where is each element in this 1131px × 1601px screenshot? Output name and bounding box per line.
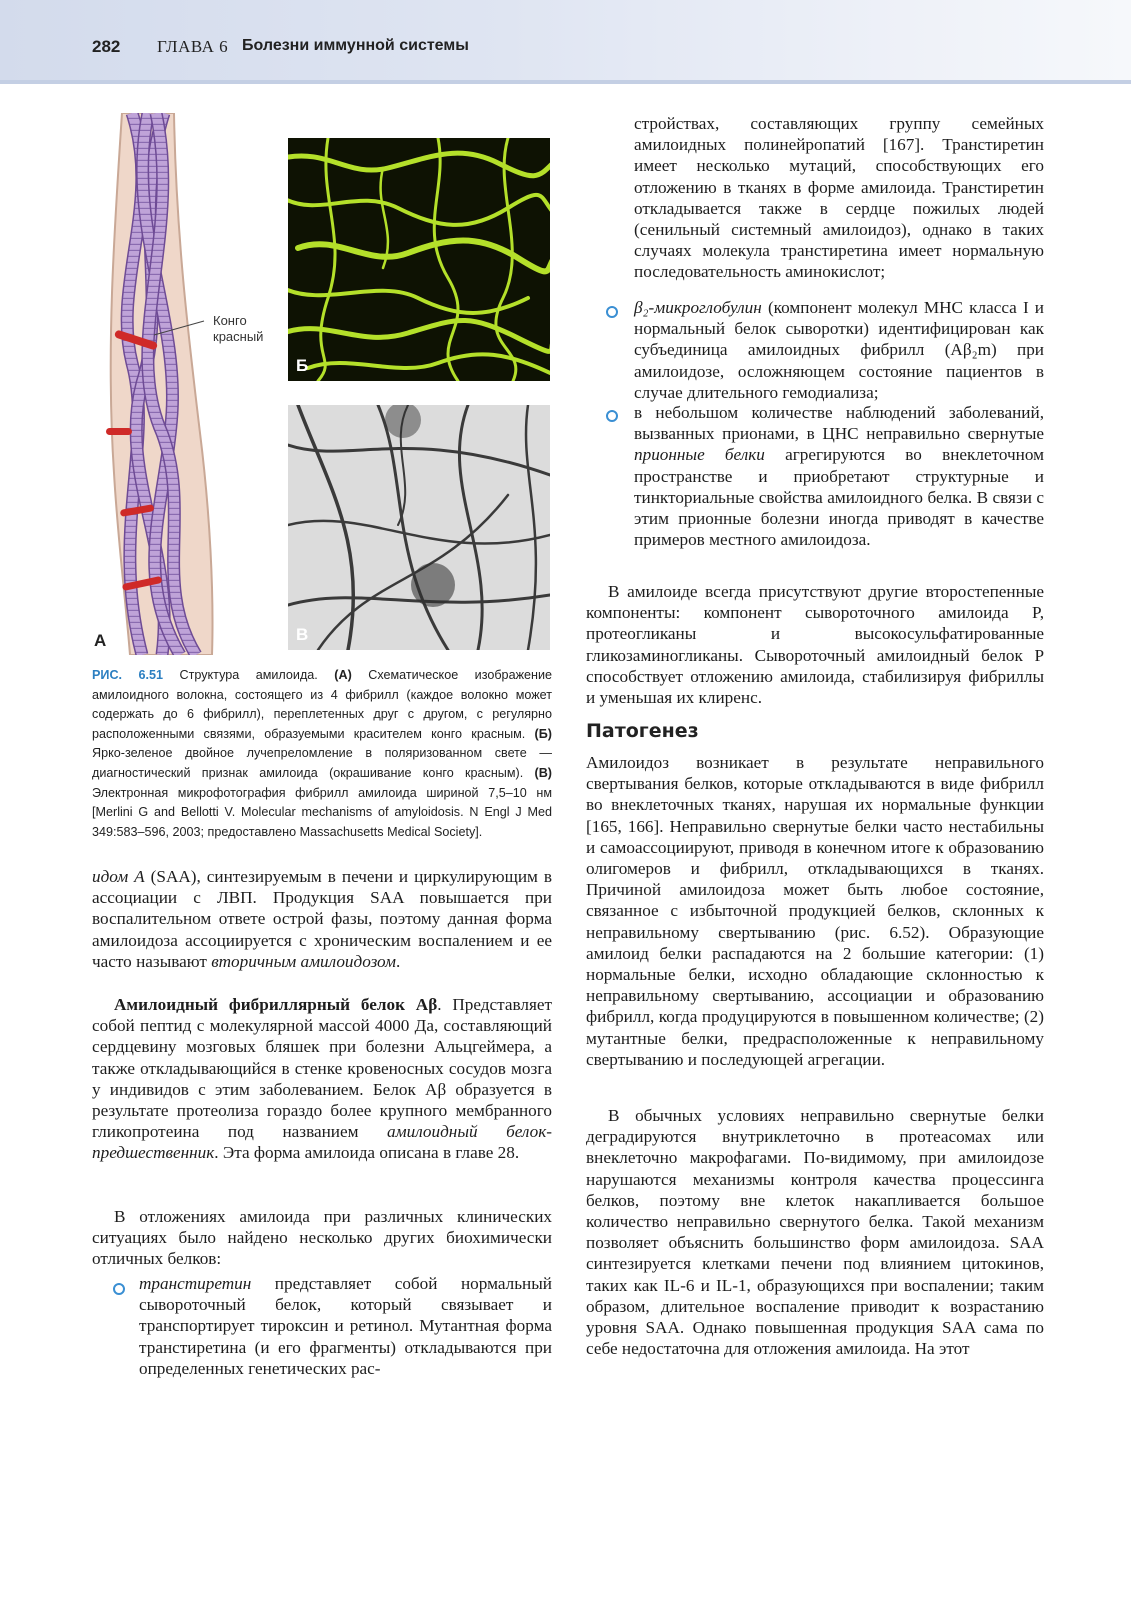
header-rule (0, 80, 1131, 84)
right-paragraph-degradation: В обычных условиях неправильно свернутые белки деградируются внутриклеточно в протеасомах или внеклеточно макрофагами. По-видимому, при амилоидозе нарушаются механизмы контроля качества процессинга белков, поэтому вне клеток накапливается большое количество неправильно свернутого белка. Такой механизм позволяет объяснить большинство форм амилоидоза. SAA синтезируется клетками печени под влиянием цитокинов, таких как IL-6 и IL-1, образующихся при воспалении; таким образом, длительное воспаление приводит к возрастанию уровня SAA. Однако повышенная продукция SAA сама по себе недостаточна для отложения амилоида. На этот (586, 1106, 1044, 1359)
bullet-marker (606, 306, 618, 318)
italic-term: транстиретин (139, 1274, 252, 1293)
caption-b-marker: (Б) (534, 726, 552, 741)
congo-red-label (213, 313, 263, 345)
chapter-title: Болезни иммунной системы (242, 37, 469, 54)
italic-term: вторичным амилоидозом (211, 951, 396, 971)
caption-a-marker: (А) (334, 668, 352, 682)
left-paragraph-1 (92, 866, 552, 972)
right-continuation: стройствах, составляющих группу семейных амилоидных полинейропатий [167]. Транстиретин имеет несколько мутаций, способствующих его отложению в тканях в форме амилоида. Транстиретин откладывается также в сердце пожилых людей (сенильный системный амилоидоз), однако в таких случаях молекула транстиретина имеет нормальную последовательность аминокислот; (634, 114, 1044, 282)
figure-b-polarized-micrograph (288, 138, 550, 381)
figure-c-electron-micrograph (288, 405, 550, 650)
bold-term: Амилоидный фибриллярный белок Aβ (114, 995, 438, 1014)
figure-a-schematic (92, 113, 287, 655)
section-heading-pathogenesis: Патогенез (586, 720, 699, 742)
caption-text: Электронная микрофотография фибрилл амилоида шириной 7,5–10 нм [Merlini G and Bellotti V. Molecular mechanisms of amyloidosis. N Engl J Med 349:583–596, 2003; предоставлено Massachusetts Medical Society]. (92, 785, 552, 839)
caption-text: Структура амилоида. (163, 668, 335, 682)
caption-text: Ярко-зеленое двойное лучепреломление в поляризованном свете — диагностический признак амилоида (окрашивание конго красным). (92, 746, 552, 780)
left-bullet-transthyretin (139, 1273, 552, 1379)
text-run: . (395, 951, 401, 971)
italic-term: прионные белки (634, 445, 765, 465)
italic-term: β₂-микроглобулин (634, 298, 762, 317)
figure-number: РИС. 6.51 (92, 668, 164, 682)
congo-red-label-line2: красный (213, 329, 264, 344)
italic-term: идом А (92, 867, 145, 886)
text-run: агрегируются во внеклеточном пространстве и приобретают структурные и тинкториальные свойства амилоидного белка. В связи с этим прионные болезни иногда приводят в качестве примеров местного амилоидоза. (634, 445, 1044, 550)
right-bullet-prions (634, 402, 1044, 550)
left-paragraph-3: В отложениях амилоида при различных клинических ситуациях было найдено несколько других биохимически отличных белков: (92, 1207, 552, 1269)
right-paragraph-components: В амилоиде всегда присутствуют другие второстепенные компоненты: компонент сывороточного амилоида P, протеогликаны и высокосульфатированные гликозаминогликаны. Сывороточный амилоидный белок P способствует отложению амилоида, стабилизируя фибриллы и уменьшая их клиренс. (586, 582, 1044, 708)
chapter-label: ГЛАВА 6 (157, 37, 229, 56)
figure-b-letter: Б (296, 356, 309, 375)
bullet-marker (606, 410, 618, 422)
text-run: . Эта форма амилоида описана в главе 28. (214, 1143, 520, 1163)
figure-c-letter: В (296, 625, 309, 644)
text-run: (SAA), синтезируемым в печени и циркулирующим в ассоциации с ЛВП. Продукция SAA повышается при воспалительном ответе острой фазы, поэтому данная форма амилоидоза ассоциируется с хроническим воспалением и ее часто называют (92, 867, 553, 971)
congo-red-label-line1: Конго (213, 313, 247, 328)
text-run: . Представляет собой пептид с молекулярной массой 4000 Да, составляющий сердцевину мозговых бляшек при болезни Альцгеймера, а также откладывающийся в стенке кровеносных сосудов мозга у индивидов с этим заболеванием. Белок Aβ образуется в результате протеолиза гораздо более крупного мембранного гликопротеина под названием (92, 995, 552, 1142)
text-run: (компонент молекул МНС класса I и нормальный белок сыворотки) идентифицирован как субъединица амилоидных фибрилл (Aβ₂m) при амилоидозе, осложняющем состояние пациентов в случае длительного гемодиализа; (634, 298, 1044, 402)
amyloid-fibril-diagram (92, 113, 287, 655)
polarized-birefringence-image (288, 138, 550, 381)
text-run: представляет собой нормальный сывороточный белок, который связывает и транспортирует тироксин и ретинол. Мутантная форма транстиретина (и его фрагменты) откладываются при определенных генетических рас- (139, 1274, 552, 1378)
page-number: 282 (92, 37, 121, 56)
italic-term: амилоидный белок-предшественник (92, 1122, 552, 1163)
text-run: в небольшом количестве наблюдений заболеваний, вызванных прионами, в ЦНС неправильно свернутые (634, 403, 1044, 444)
figure-caption (92, 666, 552, 842)
caption-c-marker: (В) (534, 765, 552, 780)
bullet-marker (113, 1283, 125, 1295)
right-bullet-b2-microglobulin (634, 297, 1044, 403)
left-paragraph-2 (92, 994, 552, 1164)
right-paragraph-pathogenesis: Амилоидоз возникает в результате неправильного свертывания белков, которые откладываются в виде фибрилл во внеклеточных тканях, нарушая их нормальные функции [165, 166]. Неправильно свернутые белки часто нестабильны и самоассоциируют, приводя в конечном итоге к образованию олигомеров и фибрилл, откладывающихся в тканях. Причиной амилоидоза может быть любое состояние, связанное с избыточной продукцией белков, склонных к неправильному свертыванию (рис. 6.52). Образующие амилоид белки распадаются на 2 большие категории: (1) нормальные белки, исходно обладающие склонностью к неправильному свертыванию, ассоциации и образованию фибрилл, когда продуцируются в повышенном количестве; (2) мутантные белки, предрасположенные к неправильному свертыванию и последующей агрегации. (586, 753, 1044, 1069)
electron-micrograph-image (288, 405, 550, 650)
page-header-band (0, 0, 1131, 82)
figure-a-letter: А (94, 631, 107, 650)
caption-text: Схематическое изображение амилоидного волокна, состоящего из 4 фибрилл (каждое волокно может содержать до 6 фибрилл), переплетенных друг с другом, с регулярно расположенными связями, образуемыми красителем конго красным. (92, 668, 552, 741)
